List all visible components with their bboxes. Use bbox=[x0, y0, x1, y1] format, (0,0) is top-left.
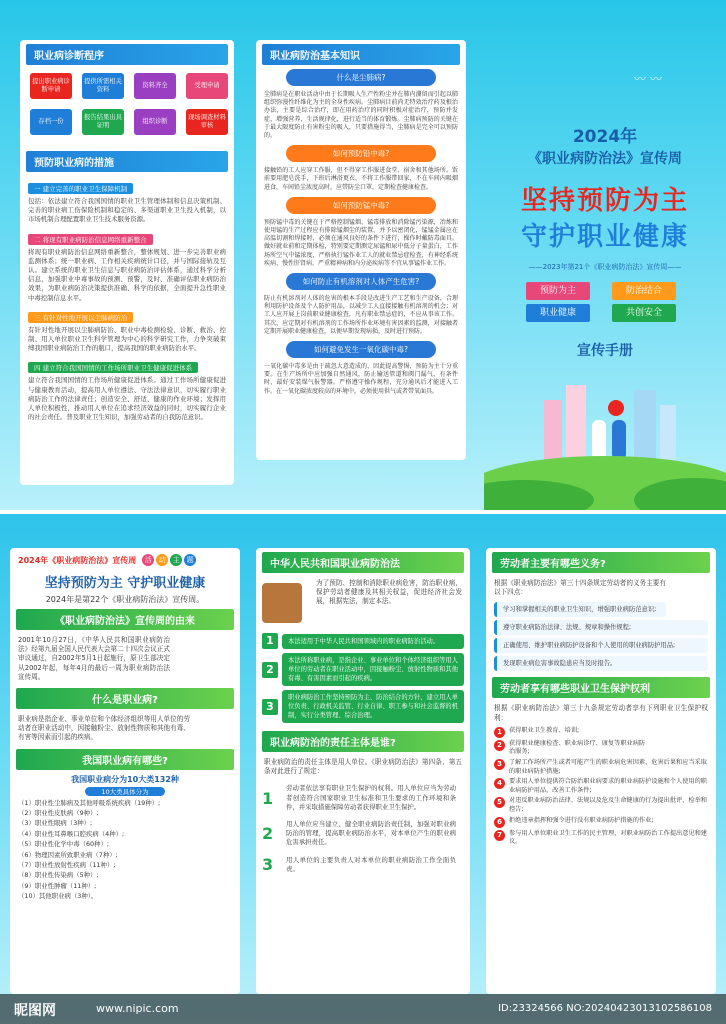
duty-title: 劳动者主要有哪些义务? bbox=[492, 552, 710, 573]
what-title: 什么是职业病? bbox=[16, 688, 234, 709]
answer-text: 尘肺病是在职业活动中由于长期吸入生产性粉尘并在肺内潴留而引起以肺组织弥漫性纤维化为主的全身性疾病。尘肺病目前尚无特效治疗药及根治办法，主要是综合治疗，即在用药治疗的同时积极对症治疗，预防并发症，增强营养，生活规律化，进行适当的体育锻炼。尘肺病预防的关键在于最大限度防止有害粉尘的吸入，只要措施得当，尘肺病是完全可以预防的。 bbox=[264, 91, 458, 140]
rights-title: 劳动者享有哪些职业卫生保护权利 bbox=[492, 677, 710, 698]
panel-diagnosis bbox=[20, 40, 234, 485]
resp-number: 1 bbox=[262, 788, 274, 808]
law-item bbox=[262, 690, 464, 723]
badge-char: 动 bbox=[156, 554, 168, 566]
scales-icon bbox=[262, 583, 302, 623]
duty-item: 学习和掌握相关的职业卫生知识，增强职业病防范意识; bbox=[494, 602, 666, 617]
law-text: 本法适用于中华人民共和国领域内的职业病防治活动。 bbox=[282, 634, 464, 649]
duty-item: 遵守职业病防治法律、法规、规章和操作规程; bbox=[494, 620, 708, 635]
measure-heading: 一 建立完善的职业卫生保障机制 bbox=[28, 183, 133, 194]
measure-heading: 二 将现有职业病防治信息网络重新整合 bbox=[28, 234, 153, 245]
badge-char: 活 bbox=[142, 554, 154, 566]
list-item: 4 要求用人单位提供符合防治职业病要求的职业病防护设施和个人使用的职业病防护用品，改善工作条件; bbox=[494, 778, 708, 795]
theme-badge bbox=[142, 554, 196, 566]
right-text: 参与用人单位职业卫生工作的民主管理，对职业病防治工作提出意见和建议。 bbox=[509, 829, 707, 846]
cover-note: ——2023年第21个《职业病防治法》宣传周—— bbox=[528, 263, 682, 271]
list-item: 5 对违反职业病防治法律、法规以及危及生命健康的行为提出批评、检举和控告; bbox=[494, 797, 708, 814]
resp-text: 劳动者依法享有职业卫生保护的权利。用人单位应当为劳动者创造符合国家职业卫生标准和卫生要求的工作环境和条件，并采取措施保障劳动者获得职业卫生保护。 bbox=[286, 784, 456, 811]
diagnosis-title: 职业病诊断程序 bbox=[26, 44, 228, 65]
cover-tag: 防治结合 bbox=[612, 282, 676, 300]
types-title: 我国职业病有哪些? bbox=[16, 749, 234, 770]
question-pill: 什么是尘肺病? bbox=[286, 69, 436, 86]
list-item: 2 获得职业健康检查、职业病诊疗、康复等职业病防治服务; bbox=[494, 740, 708, 757]
duty-item: 发现职业病危害事故隐患应当及时报告。 bbox=[494, 656, 708, 671]
intro-week: 2024年是第22个《职业病防治法》宣传周。 bbox=[45, 595, 205, 604]
measures-title: 预防职业病的措施 bbox=[26, 151, 228, 172]
resp-item bbox=[262, 854, 464, 876]
intro-slogan: 坚持预防为主 守护职业健康 bbox=[44, 576, 206, 591]
cover-manual: 宣传手册 bbox=[577, 343, 633, 359]
question-pill: 如何预防锰中毒? bbox=[286, 197, 436, 214]
diagnosis-flow bbox=[24, 69, 230, 147]
question-pill: 如何避免发生一氧化碳中毒? bbox=[286, 341, 436, 358]
right-text: 拒绝违章指挥和强令进行没有职业病防护措施的作业; bbox=[509, 816, 654, 824]
flow-step: 组织诊断 bbox=[134, 109, 176, 135]
duty-intro: 根据《职业病防治法》第三十四条规定劳动者的义务主要有以下四点： bbox=[494, 579, 666, 597]
types-small: 10大类具体分为 bbox=[85, 787, 165, 796]
law-intro-row bbox=[256, 577, 470, 629]
law-intro: 为了预防、控制和消除职业病危害，防治职业病，保护劳动者健康及其相关权益，促进经济社会发展，根据宪法，制定本法。 bbox=[316, 579, 462, 606]
panel-law bbox=[256, 548, 470, 994]
list-item: （6）物理因素所致职业病（7种）; bbox=[18, 850, 118, 859]
types-list bbox=[10, 798, 240, 902]
badge-char: 题 bbox=[184, 554, 196, 566]
flow-step: 存档一份 bbox=[30, 109, 72, 135]
cover-subtitle: 《职业病防治法》宣传周 bbox=[528, 151, 682, 167]
list-item: （4）职业性耳鼻喉口腔疾病（4种）; bbox=[18, 829, 125, 838]
cover-tag: 共创安全 bbox=[612, 304, 676, 322]
what-text: 职业病是指企业、事业单位和个体经济组织等用人单位的劳动者在职业活动中，因接触粉尘、放射性物质和其他有毒、有害等因素而引起的疾病。 bbox=[18, 715, 190, 742]
panel-rights bbox=[486, 548, 716, 994]
cover-tag: 预防为主 bbox=[526, 282, 590, 300]
answer-text: 预防锰中毒的关键在于严格控制锰烟、锰毒排放和消除锰污染源，冶炼和使用锰的生产过程应有排除锰烟尘的装置，并予以密闭化，锰锰金属应在高温切割和焊接时，必须在通风良好的条件下进行，操作时戴防毒面具。做好就业前和定期体检，特别要定期测定尿锰和尿中低分子量蛋白，工作场所空气中锰浓度，严格执行锰作业工人的就业禁忌症检查，有神经系统疾病、慢性肝肾病、严重精神病和内分泌疾病等不宜从事锰作业工作。 bbox=[264, 218, 458, 267]
birds-icon: 〰 〰 bbox=[634, 72, 662, 86]
cover-slogan-1: 坚持预防为主 bbox=[520, 186, 689, 216]
list-item: （5）职业性化学中毒（60种）; bbox=[18, 840, 110, 849]
right-text: 要求用人单位提供符合防治职业病要求的职业病防护设施和个人使用的职业病防护用品，改善工作条件; bbox=[509, 778, 707, 794]
list-item: （1）职业性尘肺病及其他呼吸系统疾病（19种）; bbox=[18, 798, 161, 807]
flow-step: 资料齐全 bbox=[134, 73, 176, 99]
intro-banner bbox=[18, 554, 232, 566]
right-text: 获得职业卫生教育、培训; bbox=[509, 726, 580, 734]
panel-basics bbox=[256, 40, 466, 460]
watermark-id: ID:23324566 NO:20240423013102586108 bbox=[498, 1003, 712, 1014]
list-item: （9）职业性肿瘤（11种）; bbox=[18, 881, 97, 890]
answer-text: 接触铅的工人应穿工作服，但不得穿工作服进食堂、宿舍和其他场所。饭前要用肥皂洗手，下班后淋浴更衣，不将工作服带回家，不在车间内吸烟进食，车间铅尘浓度高时，应带防尘口罩，定期检查健康检查。 bbox=[264, 167, 458, 191]
question-pill: 如何防止有机溶剂对人体产生危害? bbox=[286, 273, 436, 290]
list-item: 7 参与用人单位职业卫生工作的民主管理，对职业病防治工作提出意见和建议。 bbox=[494, 830, 708, 847]
types-sub: 我国职业病分为10大类132种 bbox=[71, 774, 179, 784]
resp-text: 用人单位应当建立、健全职业病防治责任制，加强对职业病防治的管理，提高职业病防治水平，对本单位产生的职业病危害承担责任。 bbox=[286, 820, 456, 847]
rights-list bbox=[486, 727, 716, 847]
right-text: 了解工作场所产生或者可能产生的职业病危害因素、危害后果和应当采取的职业病防护措施; bbox=[509, 759, 707, 775]
list-item: 1 获得职业卫生教育、培训; bbox=[494, 727, 708, 738]
watermark-bar bbox=[0, 994, 726, 1024]
resp-number: 2 bbox=[262, 824, 274, 844]
flow-step: 提出职业病诊断申请 bbox=[30, 73, 72, 99]
cover-year: 2024年 bbox=[572, 127, 638, 147]
list-item: （7）职业性放射性疾病（11种）; bbox=[18, 861, 116, 870]
brochure-inside bbox=[0, 514, 726, 1024]
watermark-url: www.nipic.com bbox=[96, 1002, 179, 1015]
answer-text: 一氧化碳中毒多是由于疏忽大意造成的，因此提高警惕，预防为主十分重要。在生产场所中应加强自然通风，防止输送管道和阀门漏气，有条件时，最好安装煤气报警器。严格遵守操作规程，充分通风后才能进入工作。在一氧化碳浓度较高的环境中，必须使用供气或者带氧面具。 bbox=[264, 363, 458, 395]
measure-heading: 四 建立符合我国国情的工作场所职业卫生健康促进体系 bbox=[28, 362, 198, 373]
duty-item: 正确使用、维护职业病防护设备和个人使用的职业病防护用品; bbox=[494, 638, 708, 653]
law-number: 1 bbox=[262, 633, 278, 649]
cover-slogan-2: 守护职业健康 bbox=[520, 222, 689, 252]
city-illustration bbox=[484, 360, 726, 510]
flow-step: 受理申请 bbox=[186, 73, 228, 99]
law-number: 2 bbox=[262, 662, 278, 678]
cover-tag: 职业健康 bbox=[526, 304, 590, 322]
list-item: 3 了解工作场所产生或者可能产生的职业病危害因素、危害后果和应当采取的职业病防护措施; bbox=[494, 759, 708, 776]
list-item: （10）其他职业病（3种）。 bbox=[18, 892, 98, 901]
list-item: （8）职业性传染病（5种）; bbox=[18, 871, 99, 880]
list-item: （3）职业性眼病（3种）; bbox=[18, 819, 93, 828]
list-item: （2）职业性皮肤病（9种）; bbox=[18, 809, 99, 818]
measure-text: 将现有职业病防治信息网络重新整合，整体规划、进一步完善职业病监测体系；统一职业病、工作相关疾病统计口径，并与国际接轨及互认。建立系统的职业卫生信息与职业病防治评估体系，通过科学分析信息，加强职业中毒事故的预测、预警，及时、准确评估职业病防治效果，为职业病防治决策提供准确、科学的依据，全面提升急性职业中毒控制信息水平。 bbox=[28, 247, 226, 302]
list-item: 6 拒绝违章指挥和强令进行没有职业病防护措施的作业; bbox=[494, 817, 708, 828]
measure-text: 包括：依法建立符合我国国情的职业卫生管理体制和信息决策机制、完善的职业病工伤保险机制和稳定的、多渠道职业卫生投入机制，以市场机制合理配置职业卫生技术服务资源。 bbox=[28, 197, 226, 224]
origin-title: 《职业病防治法》宣传周的由来 bbox=[16, 609, 234, 630]
resp-item bbox=[262, 818, 464, 850]
badge-char: 主 bbox=[170, 554, 182, 566]
measure-heading: 三 有针对性地开展以尘肺病防治 bbox=[28, 312, 133, 323]
resp-item bbox=[262, 782, 464, 814]
resp-number: 3 bbox=[262, 855, 274, 875]
cover-panel bbox=[484, 0, 726, 510]
law-title: 中华人民共和国职业病防治法 bbox=[262, 552, 464, 573]
resp-title: 职业病防治的责任主体是谁? bbox=[262, 731, 464, 752]
flow-step: 提供所需相关资料 bbox=[82, 73, 124, 99]
law-number: 3 bbox=[262, 699, 278, 715]
banner-label: 2024年《职业病防治法》宣传周 bbox=[18, 555, 137, 565]
law-text: 职业病防治工作坚持预防为主、防治结合的方针，建立用人单位负责、行政机关监管、行业自律、职工参与和社会监督的机制，实行分类管理、综合治理。 bbox=[282, 690, 464, 723]
law-item bbox=[262, 653, 464, 686]
law-text: 本法所称职业病，是指企业、事业单位和个体经济组织等用人单位的劳动者在职业活动中，因接触粉尘、放射性物质和其他有毒、有害因素而引起的疾病。 bbox=[282, 653, 464, 686]
rights-intro: 根据《职业病防治法》第三十九条规定劳动者享有下列职业卫生保护权利： bbox=[494, 704, 708, 722]
flow-step: 现场调查材料审核 bbox=[186, 109, 228, 135]
measure-text: 有针对性地开展以尘肺病防治、职业中毒检测检验、诊断、救治、控制、用人单位职业卫生科学管理为中心的科学研究工作，力争突破束缚我国职业病防治工作的瓶口，提高我国的职业病防治水平。 bbox=[28, 325, 226, 353]
resp-intro: 职业病防治的责任主体是用人单位。《职业病防治法》第四条、第五条对此进行了规定： bbox=[264, 758, 462, 776]
brochure-outside bbox=[0, 0, 726, 510]
measure-text: 建立符合我国国情的工作场所健康促进体系。通过工作场所健康促进与健康教育活动，提高用人单位遵法、守法法律意识，切实履行职业病防治工作的法律责任；创造安全、舒适、健康的作业环境；发挥用人单位积极性，推动用人单位在追求经济效益的同时，切实履行企业的社会责任。普及职业卫生知识，加强劳动者的自我防范意识。 bbox=[28, 376, 226, 422]
flow-step: 报告结果出具证明 bbox=[82, 109, 124, 135]
panel-intro bbox=[10, 548, 240, 994]
right-text: 获得职业健康检查、职业病诊疗、康复等职业病防治服务; bbox=[509, 739, 646, 756]
watermark-brand: 昵图网 bbox=[14, 1003, 56, 1019]
right-text: 对违反职业病防治法律、法规以及危及生命健康的行为提出批评、检举和控告; bbox=[509, 797, 707, 813]
origin-text: 2001年10月27日，《中华人民共和国职业病防治法》经第九届全国人民代表大会第二十四次会议正式审议通过，自2002年5月1日起施行，原卫生部决定从2002年起，每年4月的最后一周为职业病防治法宣传周。 bbox=[18, 636, 170, 681]
basics-title: 职业病防治基本知识 bbox=[262, 44, 460, 65]
resp-text: 用人单位的主要负责人对本单位的职业病防治工作全面负责。 bbox=[286, 855, 456, 873]
law-item bbox=[262, 633, 464, 649]
answer-text: 防止有机溶剂对人体的危害的根本手段是改进生产工艺和生产设备，合理利用防护设备及个人防护用品，以减少工人直接接触有机溶剂的机会；对工人应开展上岗前职业健康检查，凡有职业禁忌症的，不应从事该工作。其次，应定期对有机溶剂的工作场所作业环境有害因素的监测，对接触者定期开展职业健康检查，以便早期发现病损，及时进行预防。 bbox=[264, 295, 458, 335]
question-pill: 如何预防铅中毒? bbox=[286, 145, 436, 162]
